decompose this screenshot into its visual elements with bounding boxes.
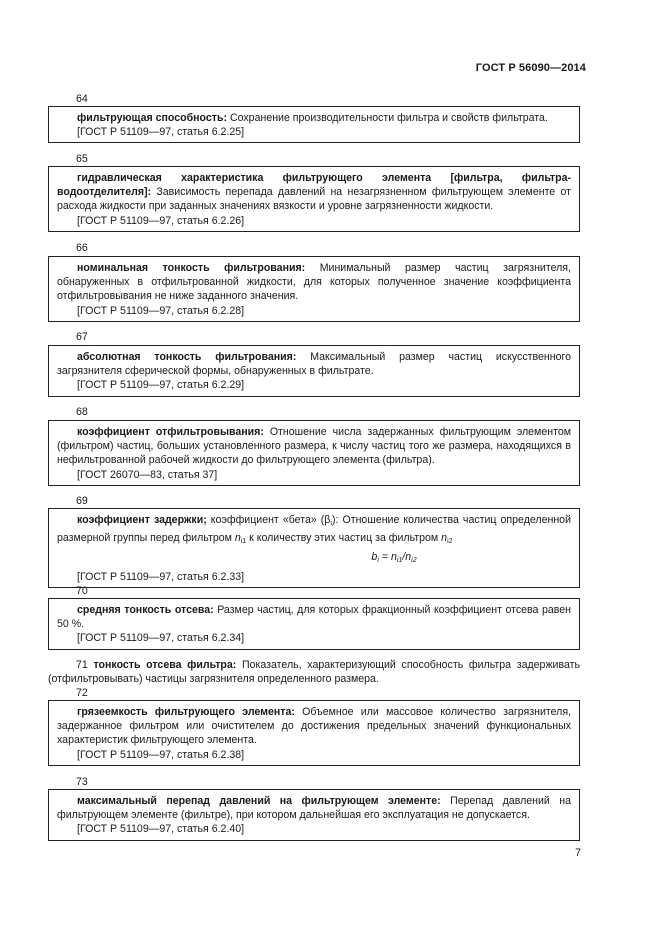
source-reference: [ГОСТ Р 51109—97, статья 6.2.33] (77, 570, 245, 583)
term-box (48, 345, 580, 397)
term-title: коэффициент отфильтровывания: (77, 426, 264, 438)
source-reference: [ГОСТ Р 51109—97, статья 6.2.29] (77, 379, 245, 392)
definition-text: к количеству этих частиц за фильтром (246, 532, 442, 545)
entry-number: 66 (76, 242, 88, 254)
term-definition (57, 794, 571, 822)
term-box (48, 256, 580, 322)
term-title: грязеемкость фильтрующего элемента: (77, 706, 295, 718)
term-box (48, 106, 580, 143)
term-definition (57, 111, 571, 125)
term-definition (57, 705, 571, 748)
source-reference: [ГОСТ 26070—83, статья 37] (77, 468, 218, 481)
term-box (48, 166, 580, 232)
subscript: i1 (396, 557, 403, 565)
source-reference: [ГОСТ Р 51109—97, статья 6.2.40] (77, 823, 245, 836)
document-header: ГОСТ Р 56090—2014 (475, 62, 586, 74)
subscript: i2 (411, 557, 417, 565)
definition-text: Отношение числа задержанных фильтрующим элементом (фильтром) частиц, больших установленного размера, к числу частиц того же размера, находящихся в нефильтрованной рабочей жидкости до фильтрующего элемента (фильтра). (57, 426, 571, 467)
source-reference: [ГОСТ Р 51109—97, статья 6.2.26] (77, 214, 245, 227)
definition-text: Показатель, характеризующий способность фильтра задерживать (отфильтровывать) частицы загрязнителя определенного размера. (48, 659, 580, 686)
definition-text: Сохранение производительности фильтра и свойств фильтрата. (227, 112, 548, 124)
subscript: i2 (447, 538, 453, 546)
definition-text: Зависимость перепада давлений на незагрязненном фильтрующем элементе от расхода жидкости при заданных значениях вязкости и уровне загрязненности жидкости. (57, 186, 571, 213)
definition-text: Объемное или массовое количество загрязнителя, задержанное фильтром или очистителем до достижения предельных значений функциональных характеристик фильтрующего элемента. (57, 706, 572, 747)
subscript: i1 (240, 538, 247, 546)
entry-number: 72 (76, 687, 88, 699)
variable-n: n (405, 551, 412, 564)
source-reference: [ГОСТ Р 51109—97, статья 6.2.25] (77, 126, 245, 139)
term-definition (57, 425, 571, 468)
term-title: коэффициент задержки; (77, 514, 207, 526)
term-definition-free (48, 658, 580, 686)
term-title: максимальный перепад давлений на фильтрующем элементе: (77, 795, 441, 807)
term-definition (57, 350, 571, 378)
source-reference: [ГОСТ Р 51109—97, статья 6.2.28] (77, 304, 245, 317)
term-definition (57, 513, 571, 549)
definition-text: Максимальный размер частиц искусственного загрязнителя сферической формы, обнаруженных в фильтрате. (57, 351, 571, 378)
term-title: средняя тонкость отсева: (77, 604, 214, 616)
term-title: фильтрующая способность: (77, 112, 228, 124)
term-title: абсолютная тонкость фильтрования: (77, 351, 297, 363)
entry-number: 65 (76, 153, 88, 165)
subscript: i (377, 557, 379, 565)
definition-text: ): Отношение количества частиц определенной размерной группы перед фильтром (57, 514, 571, 545)
term-definition (57, 171, 571, 214)
definition-text: Перепад давлений на фильтрующем элементе (фильтре), при котором дальнейшая его эксплуатация не допускается. (57, 795, 572, 822)
entry-number: 70 (76, 585, 88, 597)
term-box (48, 420, 580, 486)
variable-n: n (390, 551, 397, 564)
formula (57, 550, 571, 568)
variable-n: n (441, 532, 448, 545)
entry-number: 67 (76, 331, 88, 343)
entry-number-inline: 71 (76, 659, 88, 671)
division-sign: / (402, 551, 406, 564)
definition-text: Размер частиц, для которых фракционный коэффициент отсева равен 50 %. (57, 604, 572, 631)
definition-text: коэффициент «бета» (β (206, 514, 331, 526)
source-reference: [ГОСТ Р 51109—97, статья 6.2.34] (77, 632, 245, 645)
source-reference: [ГОСТ Р 51109—97, статья 6.2.38] (77, 748, 245, 761)
variable-b: b (371, 551, 378, 564)
term-box (48, 789, 580, 841)
term-title: гидравлическая характеристика фильтрующего элемента [фильтра, фильтра-водоотделителя]: (57, 172, 571, 199)
term-definition (57, 603, 571, 631)
equals-sign: = (378, 551, 391, 564)
term-title: номинальная тонкость фильтрования: (77, 262, 306, 274)
subscript: i (330, 520, 332, 527)
term-box (48, 598, 580, 650)
entry-number: 64 (76, 93, 88, 105)
term-title: тонкость отсева фильтра: (93, 659, 237, 671)
entry-number: 68 (76, 406, 88, 418)
page-number: 7 (575, 847, 581, 859)
entry-number: 73 (76, 776, 88, 788)
definition-text: Минимальный размер частиц загрязнителя, обнаруженных в отфильтрованной жидкости, для которых полученное значение коэффициента отфильтровывания не ниже заданного значения. (57, 262, 571, 303)
term-definition (57, 261, 571, 304)
term-box (48, 700, 580, 766)
term-box (48, 508, 580, 588)
entry-number: 69 (76, 495, 88, 507)
variable-n: n (234, 532, 241, 545)
